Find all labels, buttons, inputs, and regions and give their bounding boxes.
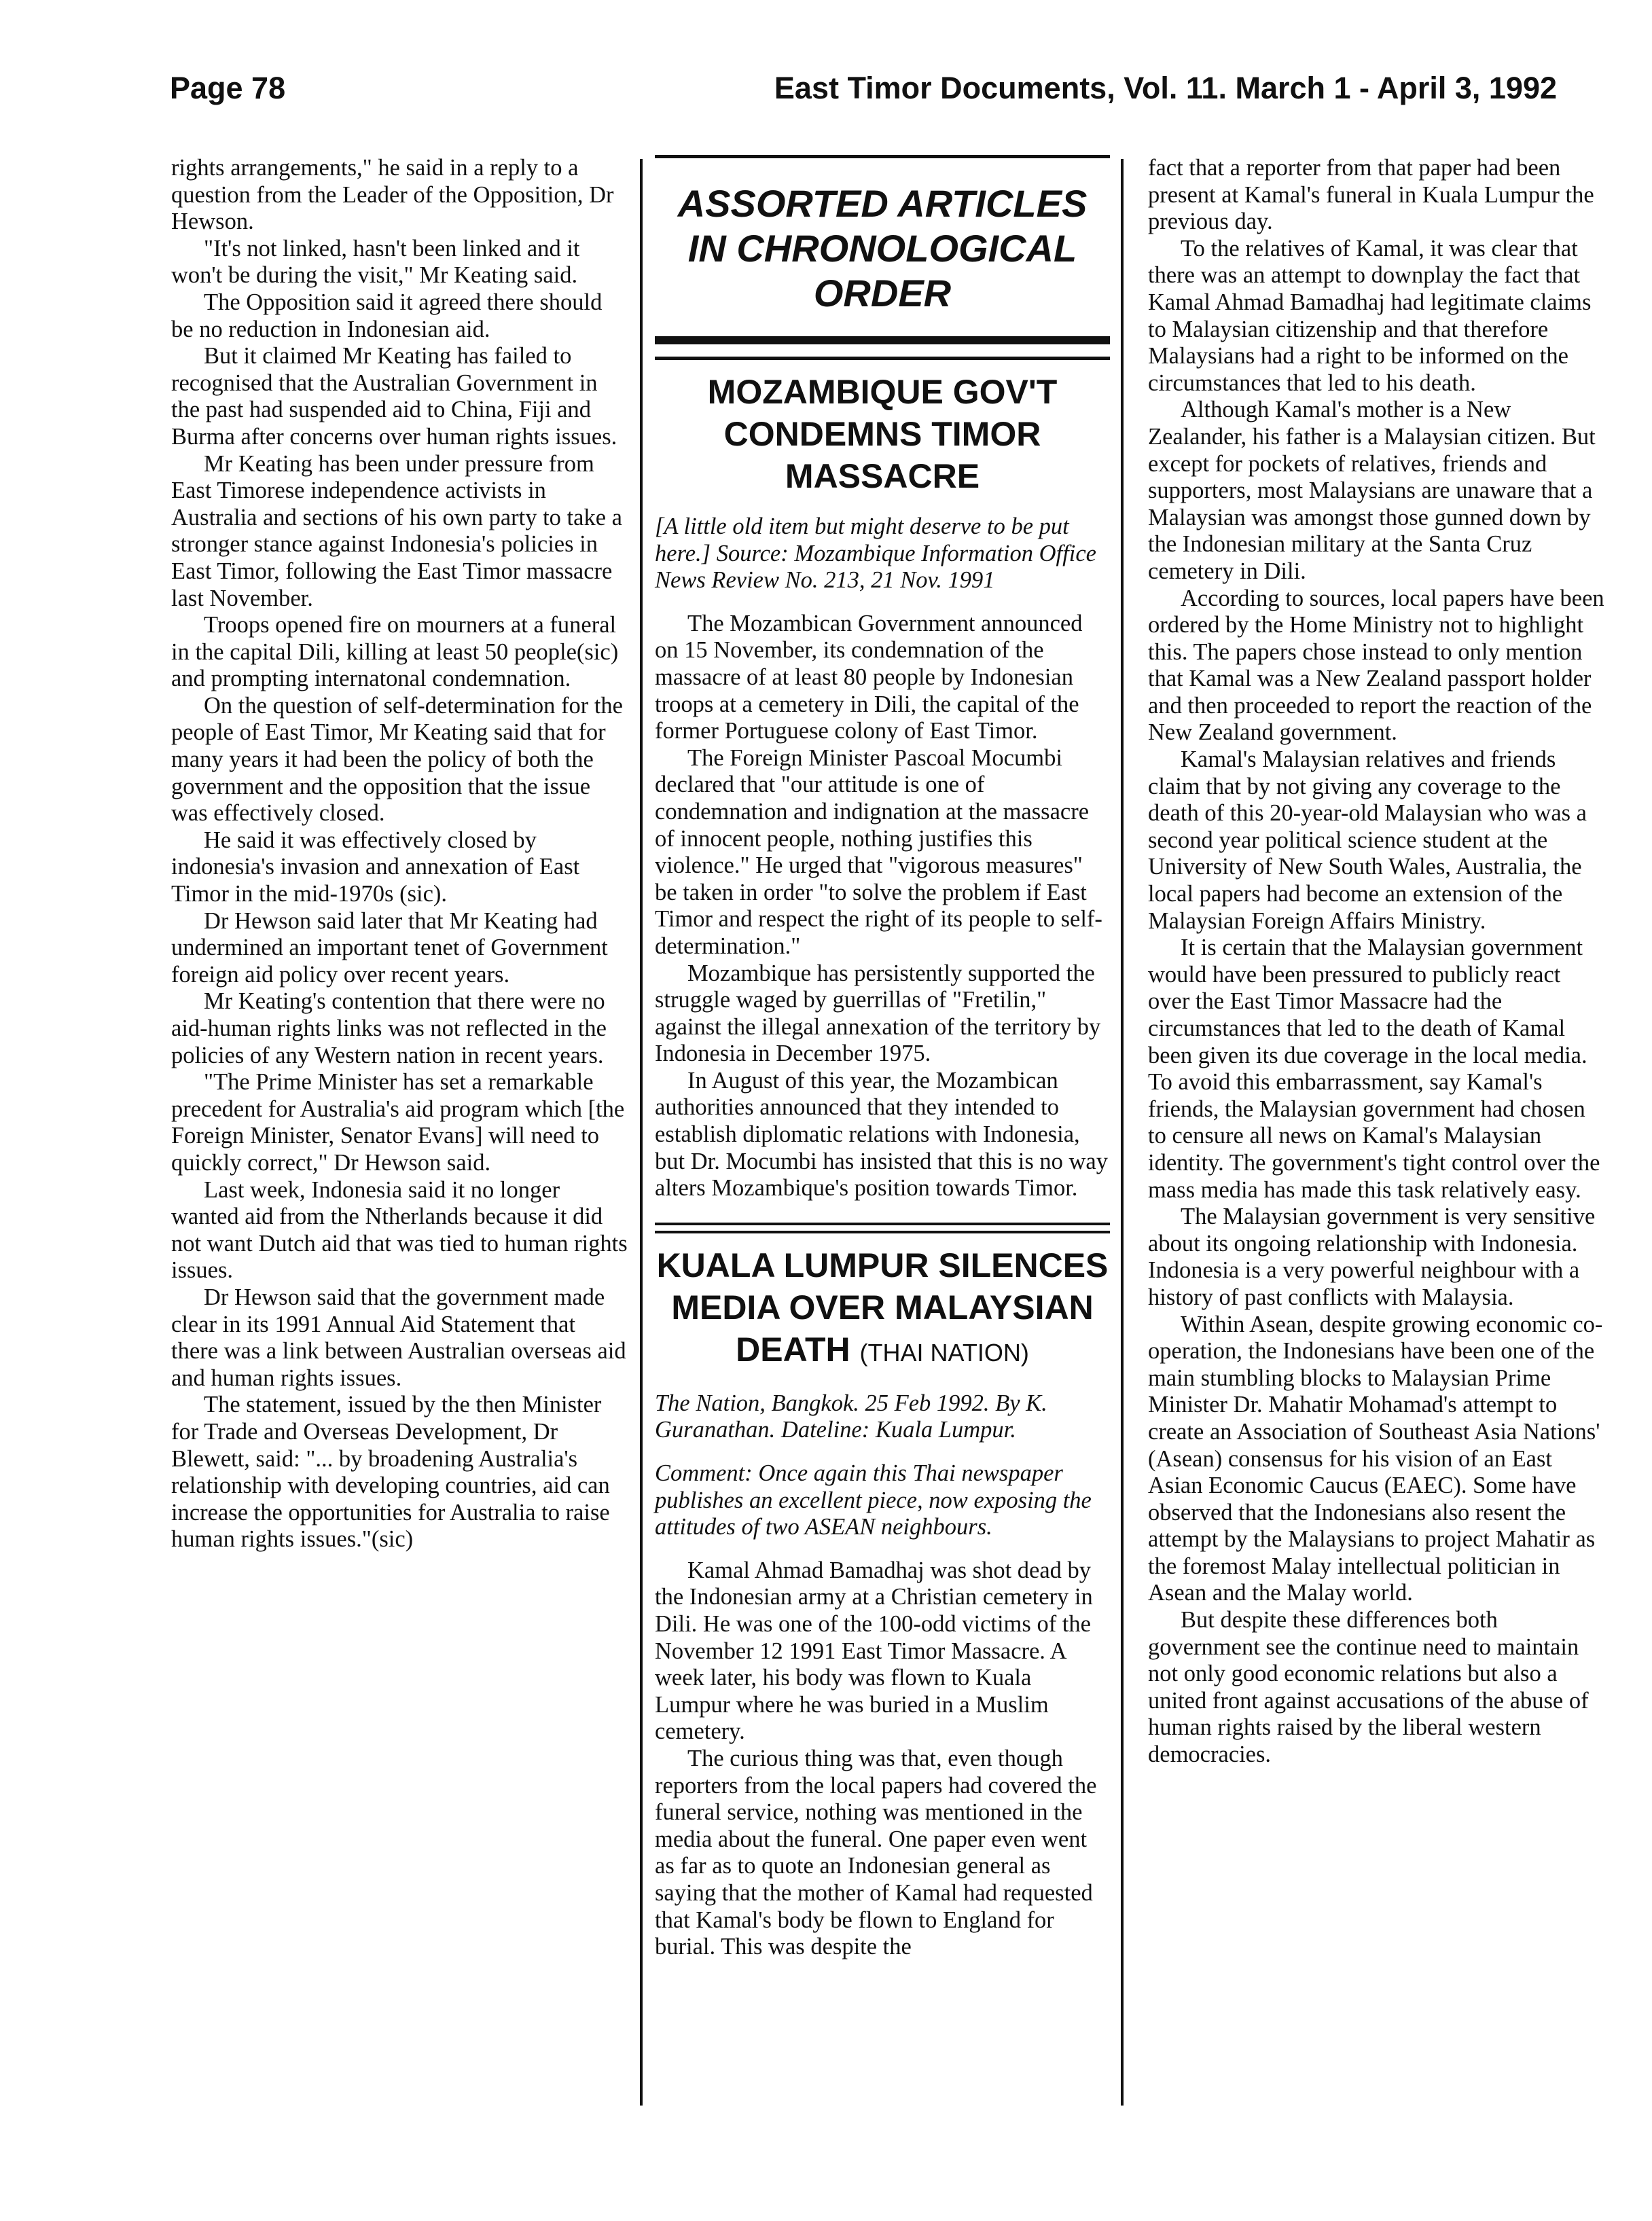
article-source: [A little old item but might deserve to be put here.] Source: Mozambique Information Office News Review No. 213, 21 Nov. 1991: [655, 513, 1096, 594]
paragraph: Last week, Indonesia said it no longer wanted aid from the Ntherlands because it did not want Dutch aid that was tied to human rights issues.: [171, 1176, 628, 1284]
editor-comment: Comment: Once again this Thai newspaper publishes an excellent piece, now exposing the attitudes of two ASEAN neighbours.: [655, 1460, 1092, 1540]
paragraph: The Opposition said it agreed there should be no reduction in Indonesian aid.: [171, 289, 603, 342]
paragraph: Although Kamal's mother is a New Zealander, his father is a Malaysian citizen. But except for pockets of relatives, friends and supporters, most Malaysians are unaware that a Malaysian was amongst those gunned down by the Indonesian military at the Santa Cruz cemetery in Dili.: [1148, 397, 1596, 584]
column-1: [171, 155, 628, 1553]
rule: [655, 336, 1110, 344]
paragraph: The Mozambican Government announced on 15 November, its condemnation of the massacre of at least 80 people by Indonesian troops at a cemetery in Dili, the capital of the former Portuguese colony of East Timor.: [655, 610, 1083, 744]
rule: [655, 357, 1110, 360]
paragraph: Dr Hewson said that the government made clear in its 1991 Annual Aid Statement that there was a link between Australian overseas aid and human rights issues.: [171, 1284, 626, 1391]
paragraph: The Foreign Minister Pascoal Mocumbi declared that "our attitude is one of condemnation and indignation at the massacre of innocent people, nothing justifies this violence." He urged that "vigorous measures" be taken in order "to solve the problem if East Timor and respect the right of its people to self-determination.": [655, 744, 1102, 959]
page-header: [170, 71, 1557, 118]
headline-suffix: (THAI NATION): [859, 1338, 1029, 1367]
paragraph: Kamal's Malaysian relatives and friends claim that by not giving any coverage to the death of this 20-year-old Malaysian who was a second year political science student at the University of New South Wales, Australia, the local papers had become an extension of the Malaysian Foreign Affairs Ministry.: [1148, 746, 1587, 934]
headline-kuala-lumpur: [655, 1244, 1110, 1374]
page-number: Page 78: [170, 71, 286, 105]
headline-mozambique: MOZAMBIQUE GOV'T CONDEMNS TIMOR MASSACRE: [707, 373, 1058, 495]
column-divider: [640, 159, 643, 2106]
paragraph: The Malaysian government is very sensitive about its ongoing relationship with Indonesia. Indonesia is a very powerful neighbour with a history of past conflicts with Malaysia.: [1148, 1204, 1596, 1310]
paragraph: On the question of self-determination for the people of East Timor, Mr Keating said that for many years it had been the policy of both the government and the opposition that the issue was effectively closed.: [171, 692, 623, 827]
paragraph: To the relatives of Kamal, it was clear that there was an attempt to downplay the fact that Kamal Ahmad Bamadhaj had legitimate claims to Malaysian citizenship and that therefore Malaysians had a right to be informed on the circumstances that led to his death.: [1148, 235, 1592, 396]
paragraph: He said it was effectively closed by indonesia's invasion and annexation of East Timor in the mid-1970s (sic).: [171, 827, 580, 907]
paragraph: Dr Hewson said later that Mr Keating had undermined an important tenet of Government foreign aid policy over recent years.: [171, 907, 608, 988]
paragraph: Mr Keating's contention that there were no aid-human rights links was not reflected in the policies of any Western nation in recent years.: [171, 988, 607, 1068]
paragraph: Mozambique has persistently supported the struggle waged by guerrillas of "Fretilin," against the illegal annexation of the territory by Indonesia in December 1975.: [655, 960, 1101, 1067]
paragraph: Mr Keating has been under pressure from East Timorese independence activists in Australia and sections of his own party to take a stronger stance against Indonesia's policies in East Timor, following the East Timor massacre last November.: [171, 450, 622, 611]
column-2: [655, 155, 1110, 1961]
paragraph: "The Prime Minister has set a remarkable precedent for Australia's aid program which [the Foreign Minister, Senator Evans] will need to quickly correct," Dr Hewson said.: [171, 1069, 625, 1176]
paragraph: Troops opened fire on mourners at a funeral in the capital Dili, killing at least 50 people(sic) and prompting internatonal condemnation.: [171, 612, 619, 692]
paragraph: "It's not linked, hasn't been linked and it won't be during the visit," Mr Keating said.: [171, 235, 580, 289]
paragraph: But it claimed Mr Keating has failed to recognised that the Australian Government in the past had suspended aid to China, Fiji and Burma after concerns over human rights issues.: [171, 343, 617, 450]
paragraph: The statement, issued by the then Minister for Trade and Overseas Development, Dr Blewett, said: "... by broadening Australia's relationship with developing countries, aid can increase the opportunities for Australia to raise human rights issues."(sic): [171, 1392, 610, 1553]
rule: [655, 155, 1110, 158]
paragraph: According to sources, local papers have been ordered by the Home Ministry not to highlight this. The papers chose instead to only mention that Kamal was a New Zealand passport holder and then proceeded to report the reaction of the New Zealand government.: [1148, 585, 1604, 746]
paragraph: In August of this year, the Mozambican authorities announced that they intended to establish diplomatic relations with Indonesia, but Dr. Mocumbi has insisted that this is no way alters Mozambique's position towards Timor.: [655, 1067, 1108, 1202]
paragraph: It is certain that the Malaysian government would have been pressured to publicly react over the East Timor Massacre had the circumstances that led to the death of Kamal been given its due coverage in the local media. To avoid this embarrassment, say Kamal's friends, the Malaysian government had chosen to censure all news on Kamal's Malaysian identity. The government's tight control over the mass media has made this task relatively easy.: [1148, 935, 1600, 1203]
paragraph: But despite these differences both government see the continue need to maintain not only good economic relations but also a united front against accusations of the abuse of human rights raised by the liberal western democracies.: [1148, 1607, 1589, 1768]
paragraph: The curious thing was that, even though reporters from the local papers had covered the funeral service, nothing was mentioned in the media about the funeral. One paper even went as far as to quote an Indonesian general as saying that the mother of Kamal had requested that Kamal's body be flown to England for burial. This was despite the: [655, 1745, 1097, 1960]
headline-text: KUALA LUMPUR SILENCES MEDIA OVER MALAYSIAN DEATH: [656, 1246, 1109, 1369]
publication-title: East Timor Documents, Vol. 11. March 1 - April 3, 1992: [774, 71, 1557, 105]
paragraph: fact that a reporter from that paper had been present at Kamal's funeral in Kuala Lumpur the previous day.: [1148, 155, 1594, 235]
column-divider: [1121, 159, 1124, 2106]
column-3: [1148, 155, 1604, 1769]
rule: [655, 1223, 1110, 1233]
paragraph: rights arrangements," he said in a reply to a question from the Leader of the Opposition, Dr Hewson.: [171, 155, 614, 235]
article-source: The Nation, Bangkok. 25 Feb 1992. By K. Guranathan. Dateline: Kuala Lumpur.: [655, 1390, 1047, 1443]
paragraph: Within Asean, despite growing economic co-operation, the Indonesians have been one of the main stumbling blocks to Malaysian Prime Minister Dr. Mahatir Mohamad's attempt to create an Association of Southeast Asia Nations' (Asean) consensus for his vision of an East Asian Economic Caucus (EAEC). Some have observed that the Indonesians also resent the attempt by the Malaysians to project Mahatir as the foremost Malay intellectual politician in Asean and the Malay world.: [1148, 1311, 1603, 1606]
section-title: ASSORTED ARTICLES IN CHRONOLOGICAL ORDER: [677, 182, 1088, 314]
paragraph: Kamal Ahmad Bamadhaj was shot dead by the Indonesian army at a Christian cemetery in Dili. He was one of the 100-odd victims of the November 12 1991 East Timor Massacre. A week later, his body was flown to Kuala Lumpur where he was buried in a Muslim cemetery.: [655, 1557, 1093, 1745]
